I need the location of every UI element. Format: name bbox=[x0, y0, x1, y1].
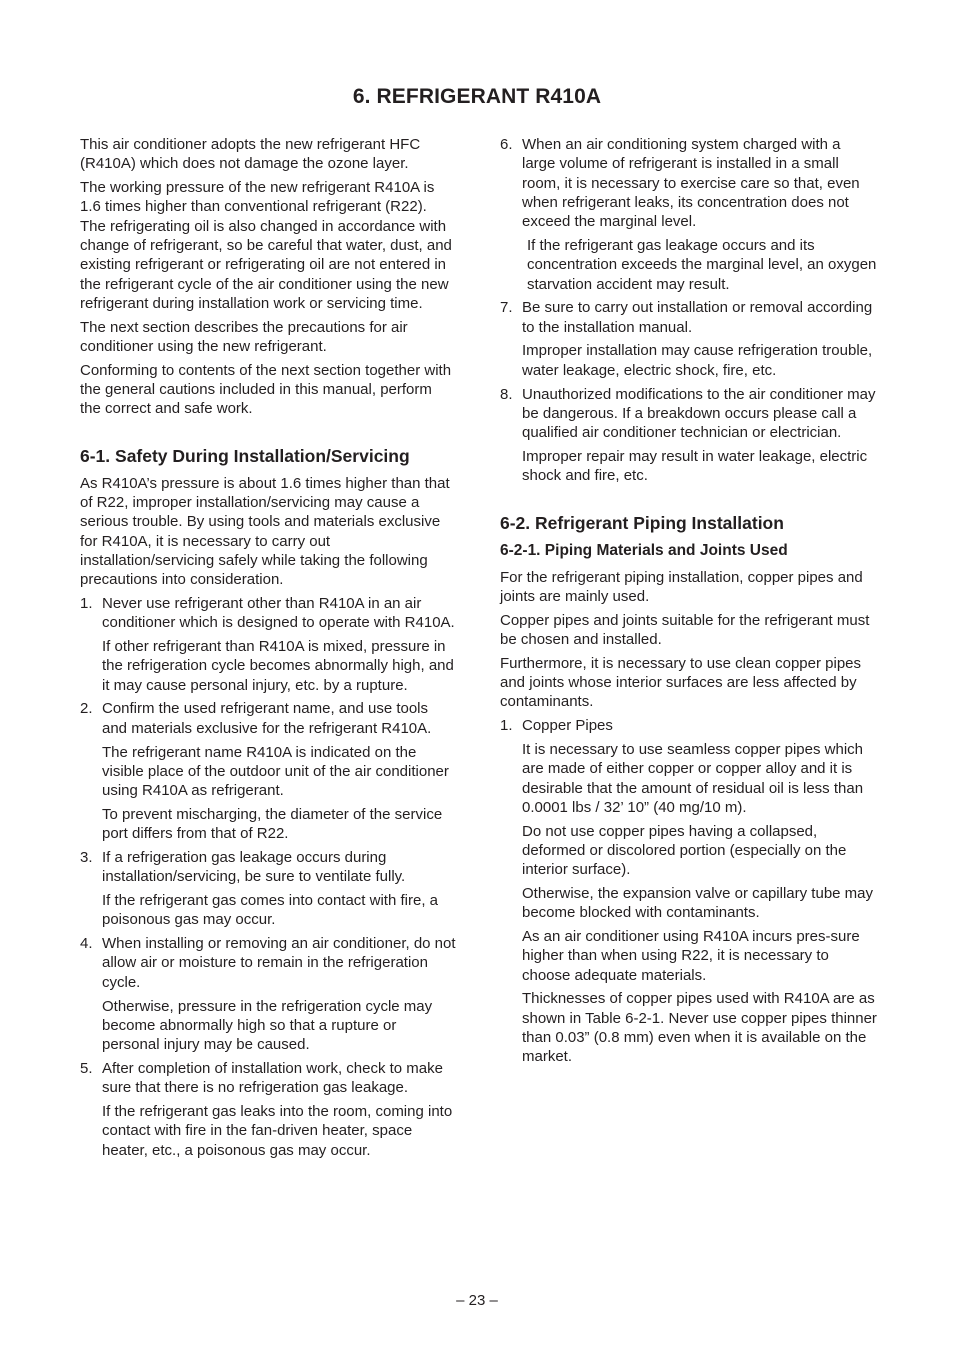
list-item bbox=[500, 385, 878, 486]
intro-paragraph: This air conditioner adopts the new refrigerant HFC (R410A) which does not damage the ozone layer. bbox=[80, 136, 421, 173]
list-item bbox=[500, 298, 878, 380]
item-note: If the refrigerant gas leakage occurs and its concentration exceeds the marginal level, an oxygen starvation accident may result. bbox=[527, 236, 877, 293]
item-text: After completion of installation work, check to make sure that there is no refrigeration gas leakage. bbox=[102, 1059, 443, 1097]
item-number: 3. bbox=[80, 849, 93, 866]
item-number: 6. bbox=[500, 136, 513, 153]
item-text: Confirm the used refrigerant name, and use tools and materials exclusive for the refrigerant R410A. bbox=[102, 700, 432, 737]
piping-list bbox=[500, 716, 878, 1067]
item-text: If a refrigeration gas leakage occurs during installation/servicing, be sure to ventilate fully. bbox=[102, 849, 406, 886]
paragraph: Copper pipes and joints suitable for the refrigerant must be chosen and installed. bbox=[500, 611, 870, 648]
intro-paragraph: The next section describes the precautions for air conditioner using the new refrigerant. bbox=[80, 318, 408, 355]
item-text: Be sure to carry out installation or removal according to the installation manual. bbox=[522, 299, 873, 336]
item-note: Otherwise, pressure in the refrigeration cycle may become abnormally high so that a rupture or personal injury may be caused. bbox=[102, 997, 433, 1054]
page-number: – 23 – bbox=[456, 1292, 498, 1309]
list-item bbox=[80, 1059, 456, 1160]
paragraph: For the refrigerant piping installation, copper pipes and joints are mainly used. bbox=[500, 568, 863, 605]
item-number: 1. bbox=[500, 717, 513, 735]
item-note: As an air conditioner using R410A incurs pres-sure higher than when using R22, it is necessary to choose adequate materials. bbox=[522, 928, 860, 984]
paragraph: Furthermore, it is necessary to use clean copper pipes and joints whose interior surfaces are less affected by contaminants. bbox=[500, 654, 862, 711]
item-note: Do not use copper pipes having a collapsed, deformed or discolored portion (especially on the interior surface). bbox=[522, 822, 847, 879]
section-heading-piping: 6-2. Refrigerant Piping Installation bbox=[500, 512, 784, 533]
list-item bbox=[80, 934, 456, 1054]
item-number: 7. bbox=[500, 299, 513, 317]
list-item bbox=[80, 594, 456, 695]
safety-list bbox=[80, 594, 456, 1160]
item-number: 4. bbox=[80, 935, 93, 953]
item-note: Thicknesses of copper pipes used with R410A are as shown in Table 6-2-1. Never use copper pipes thinner than 0.03” (0.8 mm) even when it is available on the market. bbox=[522, 990, 877, 1066]
item-note: If the refrigerant gas leaks into the room, coming into contact with fire in the fan-driven heater, space heater, etc., a poisonous gas may occur. bbox=[102, 1103, 453, 1159]
section-intro: As R410A’s pressure is about 1.6 times higher than that of R22, improper installation/servicing may cause a serious trouble. By using tools and materials exclusive for R410A, it is necessary to carry out installation/servicing safely while taking the following precautions into consideration. bbox=[80, 474, 450, 589]
item-text: When installing or removing an air conditioner, do not allow air or moisture to remain in the refrigeration cycle. bbox=[102, 935, 456, 991]
item-number: 8. bbox=[500, 385, 513, 403]
list-item bbox=[80, 699, 456, 843]
item-note: The refrigerant name R410A is indicated on the visible place of the outdoor unit of the air conditioner using R410A as refrigerant. bbox=[102, 743, 449, 800]
section-heading-safety: 6-1. Safety During Installation/Servicing bbox=[80, 445, 410, 466]
item-number: 5. bbox=[80, 1059, 93, 1077]
item-text: When an air conditioning system charged with a large volume of refrigerant is installed in a small room, it is necessary to exercise care so that, even when refrigerant leaks, its concentration does not exceed the marginal level. bbox=[522, 136, 860, 231]
item-note: Improper installation may cause refrigeration trouble, water leakage, electric shock, fire, etc. bbox=[522, 342, 873, 379]
list-item bbox=[500, 716, 878, 1067]
item-note: If other refrigerant than R410A is mixed, pressure in the refrigeration cycle becomes abnormally high, and it may cause personal injury, etc. by a rupture. bbox=[102, 638, 454, 694]
item-note: If the refrigerant gas comes into contact with fire, a poisonous gas may occur. bbox=[102, 892, 438, 929]
item-text: Unauthorized modifications to the air conditioner may be dangerous. If a breakdown occurs please call a qualified air conditioner technician or electrician. bbox=[522, 385, 876, 442]
list-item bbox=[500, 135, 878, 294]
intro-paragraph: Conforming to contents of the next section together with the general cautions included in this manual, perform the correct and safe work. bbox=[80, 361, 452, 418]
item-number: 2. bbox=[80, 700, 93, 718]
intro-paragraph: The working pressure of the new refrigerant R410A is 1.6 times higher than conventional refrigerant (R22). The refrigerating oil is also changed in accordance with change of refrigerant, so be careful that water, dust, and existing refrigerant or refrigerating oil are not entered in the refrigerant cycle of the air conditioner using the new refrigerant during installation work or servicing time. bbox=[80, 179, 452, 312]
item-text: Never use refrigerant other than R410A in an air conditioner which is designed to operate with R410A. bbox=[102, 594, 455, 632]
item-note: Otherwise, the expansion valve or capillary tube may become blocked with contaminants. bbox=[522, 885, 874, 922]
item-note: Improper repair may result in water leakage, electric shock and fire, etc. bbox=[522, 447, 868, 485]
item-note: It is necessary to use seamless copper pipes which are made of either copper or copper alloy and it is desirable that the amount of residual oil is less than 0.0001 lbs / 32’ 10” (40 mg/10 m). bbox=[522, 740, 864, 816]
item-number: 1. bbox=[80, 594, 93, 612]
item-text: Copper Pipes bbox=[522, 717, 613, 735]
page-title: 6. REFRIGERANT R410A bbox=[352, 85, 602, 108]
safety-list-continued bbox=[500, 135, 878, 486]
subsection-heading: 6-2-1. Piping Materials and Joints Used bbox=[500, 541, 788, 559]
right-column bbox=[500, 135, 878, 1071]
list-item bbox=[80, 848, 456, 930]
item-note: To prevent mischarging, the diameter of the service port differs from that of R22. bbox=[102, 805, 443, 843]
left-column bbox=[80, 135, 456, 1164]
